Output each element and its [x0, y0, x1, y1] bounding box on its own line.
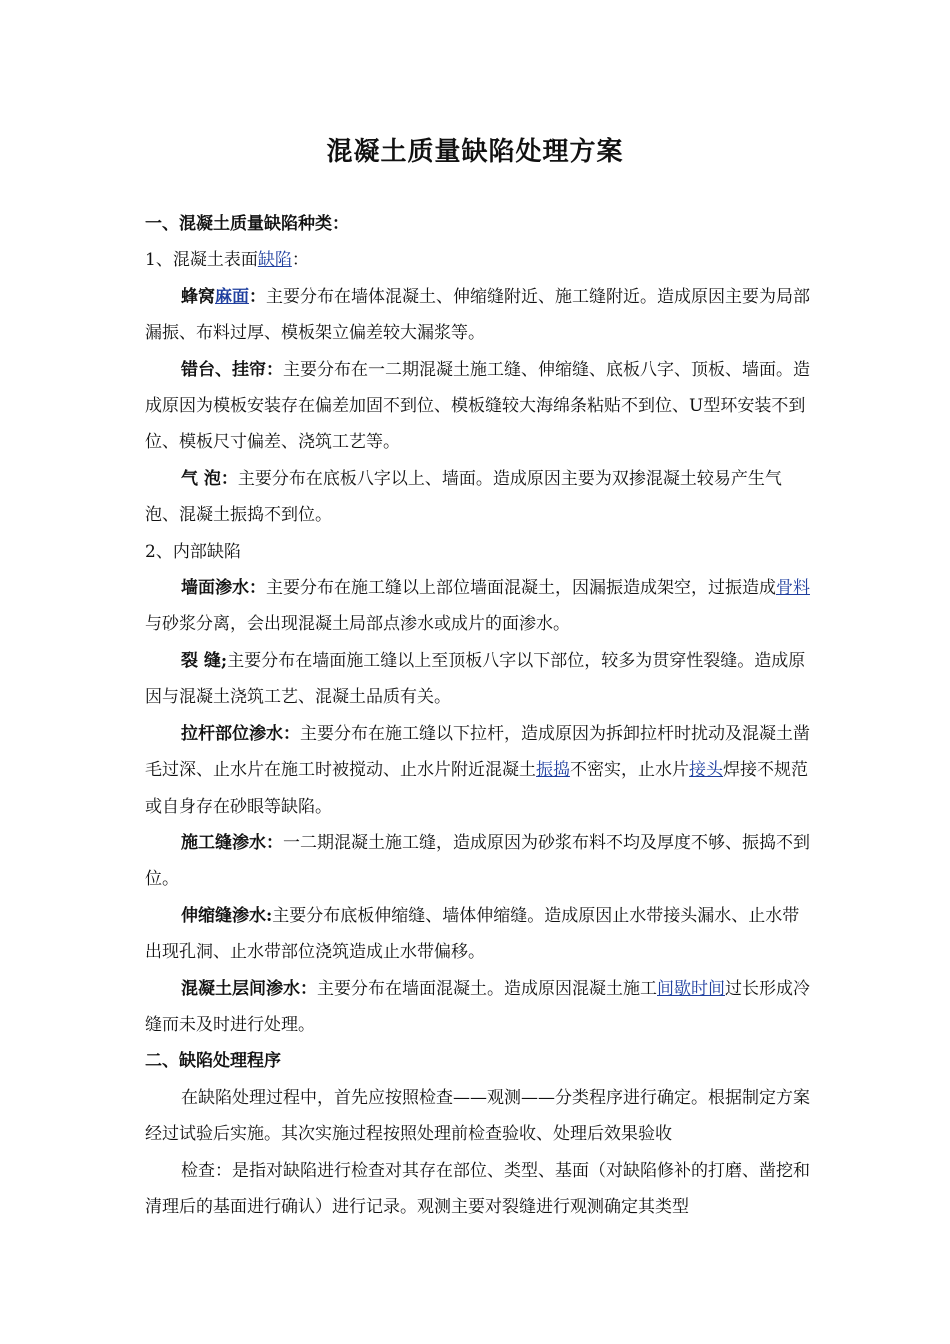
- paragraph-layer-seepage: [145, 971, 810, 1044]
- subheading-colon: ：: [291, 250, 309, 271]
- interval-time-link[interactable]: 间歇时间: [657, 978, 725, 999]
- aggregate-link[interactable]: 骨料: [776, 578, 810, 599]
- section-heading-2: 二、缺陷处理程序: [145, 1051, 281, 1072]
- term-construction-joint: 施工缝渗水：: [181, 832, 283, 853]
- section-heading-1: 一、混凝土质量缺陷种类：: [145, 214, 349, 234]
- term-colon: ：: [249, 286, 266, 307]
- document-title: 混凝土质量缺陷处理方案: [326, 137, 624, 167]
- term-honeycomb: 蜂窝: [181, 286, 215, 307]
- paragraph-text: 主要分布底板伸缩缝、墙体伸缩缝。造成原因止水带接头漏水、止水带出现孔洞、止水带部位浇筑造成止水带偏移。: [145, 905, 800, 963]
- paragraph-text: 主要分布在墙面施工缝以上至顶板八字以下部位，较多为贯穿性裂缝。造成原因与混凝土浇筑工艺、混凝土品质有关。: [145, 650, 806, 708]
- paragraph-text: 主要分布在底板八字以上、墙面。造成原因主要为双掺混凝土较易产生气泡、混凝土振捣不到位。: [145, 468, 782, 526]
- paragraph-text: 与砂浆分离，会出现混凝土局部点渗水或成片的面渗水。: [145, 614, 570, 635]
- pitted-surface-link[interactable]: 麻面: [215, 286, 249, 307]
- term-bubbles: 气 泡：: [181, 468, 238, 489]
- term-misalignment: 错台、挂帘：: [181, 359, 283, 380]
- paragraph-text: 一二期混凝土施工缝，造成原因为砂浆布料不均及厚度不够、振捣不到位。: [145, 832, 810, 890]
- paragraph-wall-seepage: [145, 570, 810, 643]
- paragraph-misalignment: [145, 352, 810, 461]
- subheading-internal-defects: 2、内部缺陷: [145, 541, 241, 562]
- defect-link[interactable]: 缺陷: [257, 250, 292, 271]
- document-body: [145, 206, 810, 1225]
- paragraph-cracks: [145, 643, 810, 716]
- term-tie-rod-seepage: 拉杆部位渗水：: [181, 723, 300, 744]
- paragraph-text: 主要分布在施工缝以下拉杆，造成原因为拆卸拉杆时扰动及混凝土凿毛过深、止水片在施工时被搅动、止水片附近混凝土: [145, 723, 810, 781]
- paragraph-text: 主要分布在墙面混凝土。造成原因混凝土施工: [317, 978, 657, 999]
- term-cracks: 裂 缝;: [181, 650, 228, 671]
- joint-link[interactable]: 接头: [689, 760, 723, 781]
- paragraph-tie-rod-seepage: [145, 716, 810, 825]
- paragraph-text: 不密实，止水片: [570, 760, 689, 781]
- paragraph-text: 焊接不规范或自身存在砂眼等缺陷。: [145, 760, 808, 817]
- paragraph-text: 主要分布在墙体混凝土、伸缩缝附近、施工缝附近。造成原因主要为局部漏振、布料过厚、模板架立偏差较大漏浆等。: [145, 286, 810, 344]
- paragraph-inspection: 检查：是指对缺陷进行检查对其存在部位、类型、基面（对缺陷修补的打磨、凿挖和清理后的基面进行确认）进行记录。观测主要对裂缝进行观测确定其类型: [145, 1160, 810, 1217]
- paragraph-honeycomb: [145, 279, 810, 352]
- paragraph-text: 过长形成冷缝而未及时进行处理。: [145, 978, 810, 1035]
- subheading-text: 1、混凝土表面: [145, 250, 258, 271]
- paragraph-construction-joint-seepage: [145, 825, 810, 898]
- vibration-link[interactable]: 振捣: [536, 760, 570, 781]
- term-wall-seepage: 墙面渗水：: [181, 578, 266, 599]
- paragraph-bubbles: [145, 461, 810, 534]
- term-expansion-joint: 伸缩缝渗水:: [181, 905, 273, 926]
- subheading-surface-defects: [145, 242, 810, 278]
- paragraph-text: 主要分布在一二期混凝土施工缝、伸缩缝、底板八字、顶板、墙面。造成原因为模板安装存在偏差加固不到位、模板缝较大海绵条粘贴不到位、U型环安装不到位、模板尺寸偏差、浇筑工艺等。: [145, 359, 810, 453]
- paragraph-text: 主要分布在施工缝以上部位墙面混凝土，因漏振造成架空，过振造成: [266, 578, 776, 599]
- paragraph-expansion-joint-seepage: [145, 898, 810, 971]
- paragraph-procedure: 在缺陷处理过程中，首先应按照检查——观测——分类程序进行确定。根据制定方案经过试验后实施。其次实施过程按照处理前检查验收、处理后效果验收: [145, 1087, 810, 1145]
- term-layer-seepage: 混凝土层间渗水：: [181, 978, 317, 999]
